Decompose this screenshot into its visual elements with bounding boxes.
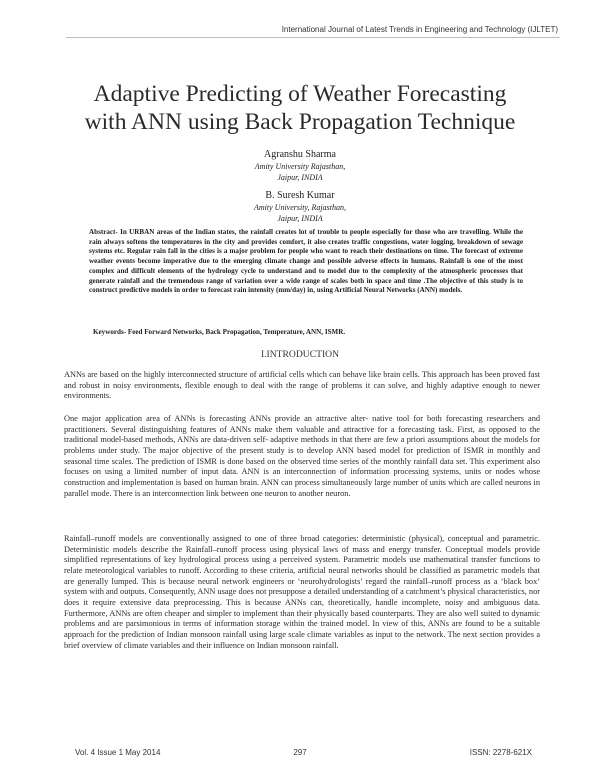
abstract: Abstract- In URBAN areas of the Indian states, the rainfall creates lot of trouble to people especially for those who are travelling. While the rain always softens the temperatures in the city and provides comfort, it also creates traffic congestions, water logging, breakdown of sewage systems etc. Regular rain fall in the cities is a major problem for people who want to reach their destinations on time. The forecast of extreme weather events become imperative due to the emerging climate change and possible adverse effects in humans. Rainfall is one of the most complex and difficult elements of the hydrology cycle to understand and to model due to the complexity of the atmospheric processes that generate rainfall and the tremendous range of variation over a wide range of scales both in space and time .The objective of this study is to construct predictive models in order to forecast rain intensity (mm/day) in, using Artificial Neural Networks (ANN) models.: [89, 228, 523, 295]
author-city: Jaipur, INDIA: [277, 173, 323, 182]
author-affiliation: Amity University Rajasthan,: [254, 162, 346, 171]
footer-volume: Vol. 4 Issue 1 May 2014: [75, 748, 161, 757]
paper-title-line-1: Adaptive Predicting of Weather Forecasting: [93, 81, 507, 107]
author-city: Jaipur, INDIA: [277, 214, 323, 223]
header-divider: [66, 37, 560, 38]
author-name: Agranshu Sharma: [264, 149, 336, 160]
author-block-1: [0, 148, 600, 183]
author-name: B. Suresh Kumar: [265, 190, 335, 201]
author-block-2: [0, 189, 600, 224]
section-heading-introduction: I.INTRODUCTION: [260, 349, 340, 360]
body-paragraph-3: Rainfall–runoff models are conventionally assigned to one of three broad categories: deterministic (physical), conceptual and parametric. Deterministic models describe the Rainfall–runoff process using physical laws of mass and energy transfer. Conceptual models provide simplified representations of key hydrological process using a perceived system. Parametric models use mathematical transfer functions to relate meteorological variables to runoff. According to these criteria, artificial neural networks should be classified as parametric models that are generally lumped. This is because neural network engineers or ‘neurohydrologists’ regard the rainfall–runoff process as a ‘black box’ system with and outputs. Consequently, ANN usage does not presuppose a detailed understanding of a catchment’s physical characteristics, nor does it require extensive data preprocessing. This is because ANNs can, theoretically, handle incomplete, noisy and ambiguous data. Furthermore, ANNs are often cheaper and simpler to implement than their physically based counterparts. They are also well suited to dynamic problems and are parsimonious in terms of information storage within the trained model. In view of this, ANNs are found to be a suitable approach for the prediction of Indian monsoon rainfall using large scale climate variables as input to the network. The next section provides a brief overview of climate variables and their influence on Indian monsoon rainfall.: [64, 534, 540, 650]
journal-header: International Journal of Latest Trends in Engineering and Technology (IJLTET): [281, 25, 558, 34]
paper-title: [60, 80, 540, 136]
author-affiliation: Amity University, Rajasthan,: [254, 203, 346, 212]
footer-page-number: 297: [293, 748, 307, 757]
footer-issn: ISSN: 2278-621X: [469, 748, 532, 757]
paper-title-line-2: with ANN using Back Propagation Technique: [84, 109, 516, 135]
body-paragraph-1: ANNs are based on the highly interconnected structure of artificial cells which can behave like brain cells. This approach has been proved fast and robust in noisy environments, flexible enough to deal with the range of problems it can solve, and highly adaptive enough to newer environments.: [64, 370, 540, 401]
body-paragraph-2: One major application area of ANNs is forecasting ANNs provide an attractive alter- native tool for both forecasting researchers and practitioners. Several distinguishing features of ANNs make them valuable and attractive for a forecasting task. First, as opposed to the traditional model-based methods, ANNs are data-driven self- adaptive methods in that there are few a priori assumptions about the models for problems under study. The major objective of the present study is to develop ANN based model for prediction of ISMR in monthly and seasonal time scales. The prediction of ISMR is done based on the observed time series of the monthly rainfall data set. This experiment also focuses on using a limited number of input data. ANN is an interconnection of information processing systems, units or nodes whose construction and implementation is based on human brain. ANN can process simultaneously large number of units which are called neurons in parallel mode. There is an interconnection link between one neuron to another neuron.: [64, 414, 540, 498]
keywords: Keywords- Feed Forward Networks, Back Propagation, Temperature, ANN, ISMR.: [93, 328, 346, 336]
